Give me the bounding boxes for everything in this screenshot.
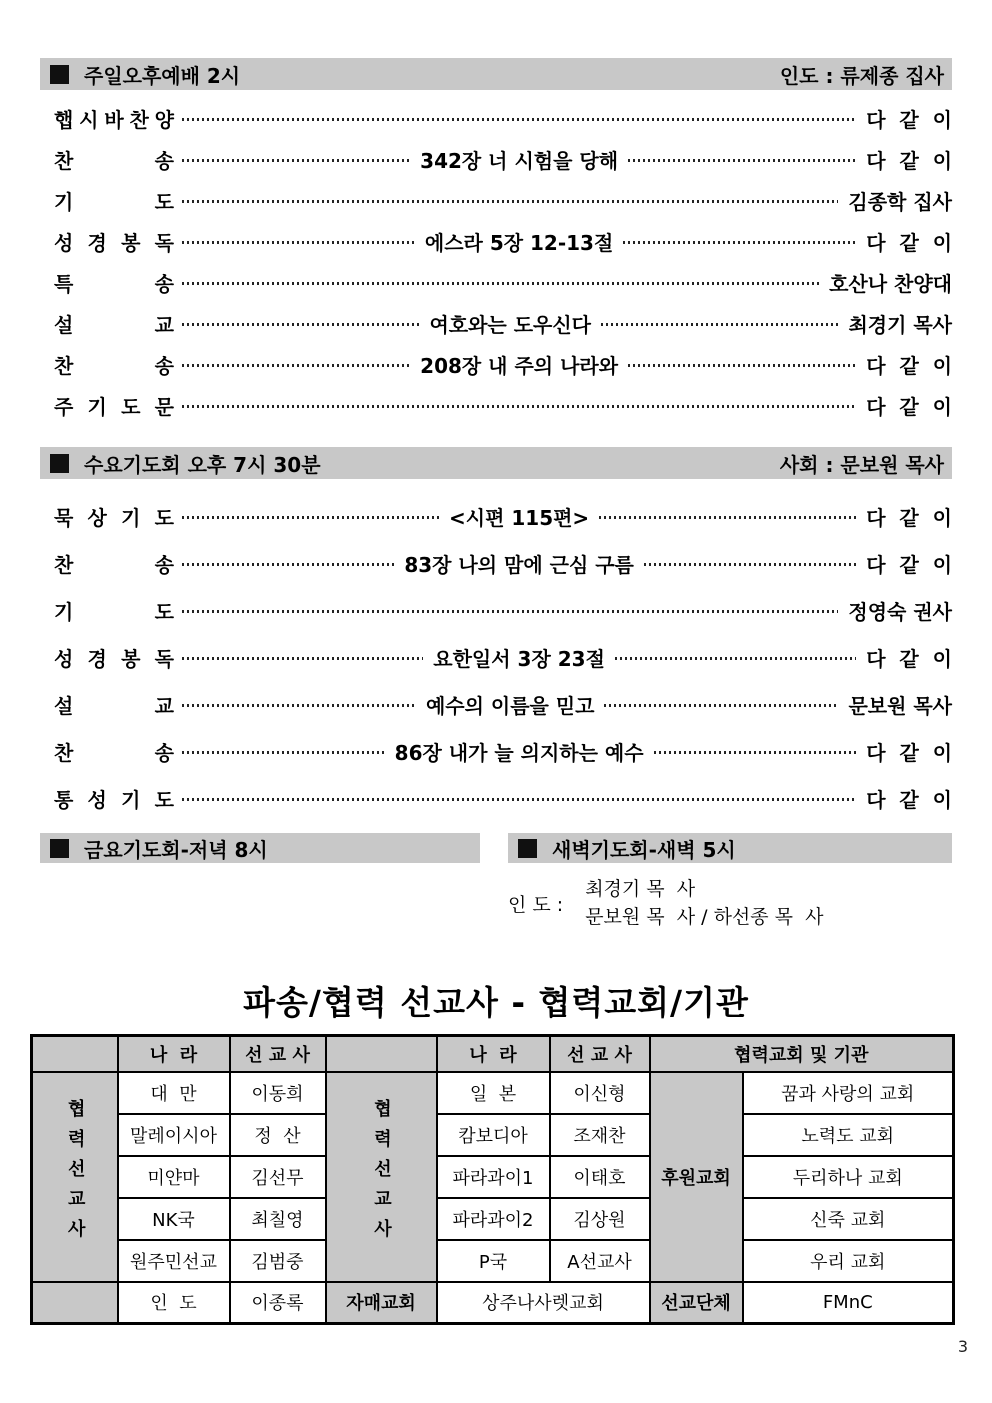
order-center: 여호와는 도우신다	[429, 312, 591, 337]
header-country-1: 나 라	[118, 1036, 230, 1072]
order-label: 설 교	[54, 693, 174, 718]
dawn-leader-label: 인 도 :	[508, 893, 564, 916]
dotted-leader	[604, 704, 838, 707]
order-right: 다 같 이	[866, 787, 952, 812]
order-row-hymn2	[40, 739, 952, 763]
dotted-leader	[623, 241, 856, 244]
missionary-cell: 정 산	[230, 1114, 326, 1156]
country-cell: 말레이시아	[118, 1114, 230, 1156]
dotted-leader	[182, 200, 838, 203]
order-right: 다 같 이	[866, 646, 952, 671]
group-cell-coop-missionary-mid	[326, 1072, 437, 1282]
missionary-cell: A선교사	[550, 1240, 650, 1282]
order-row-scripture	[40, 229, 952, 253]
black-square-icon	[50, 65, 69, 84]
country-cell: NK국	[118, 1198, 230, 1240]
dotted-leader	[182, 704, 416, 707]
country-cell: 원주민선교	[118, 1240, 230, 1282]
dotted-leader	[182, 159, 410, 162]
order-list-afternoon	[40, 106, 952, 417]
dotted-leader	[182, 751, 385, 754]
black-square-icon	[518, 839, 537, 858]
black-square-icon	[50, 839, 69, 858]
dawn-leader-lines	[585, 875, 823, 931]
order-label: 찬 송	[54, 353, 174, 378]
header-country-2: 나 라	[437, 1036, 550, 1072]
order-row-lords-prayer	[40, 393, 952, 417]
missionary-cell: 이신형	[550, 1072, 650, 1114]
dotted-leader	[628, 159, 856, 162]
order-row-prayer	[40, 188, 952, 212]
group-cell-coop-missionary-left	[32, 1072, 118, 1282]
black-square-icon	[50, 454, 69, 473]
table-row	[32, 1282, 954, 1324]
church-cell: 두리하나 교회	[743, 1156, 954, 1198]
section-title-group	[518, 834, 736, 863]
church-cell: 신죽 교회	[743, 1198, 954, 1240]
order-right: 정영숙 권사	[848, 599, 952, 624]
order-row-prayer	[40, 598, 952, 622]
order-row-scripture	[40, 645, 952, 669]
order-right: 다 같 이	[866, 394, 952, 419]
order-label: 설 교	[54, 312, 174, 337]
order-right: 문보원 목사	[848, 693, 953, 718]
dotted-leader	[182, 241, 415, 244]
header-empty-cell	[32, 1036, 118, 1072]
section-header-sunday-afternoon	[40, 58, 952, 90]
section-leader-text: 사회 : 문보원 목사	[779, 452, 944, 477]
church-cell: 꿈과 사랑의 교회	[743, 1072, 954, 1114]
dotted-leader	[182, 323, 419, 326]
vertical-group-label: 협력선교사	[64, 1099, 86, 1249]
country-cell: 인 도	[118, 1282, 230, 1324]
church-cell: 노력도 교회	[743, 1114, 954, 1156]
dawn-leader-line: 최경기 목 사	[585, 878, 696, 900]
dotted-leader	[182, 798, 856, 801]
country-cell: 일 본	[437, 1072, 550, 1114]
section-leader-text: 인도 : 류제종 집사	[779, 63, 944, 88]
table-row	[32, 1240, 954, 1282]
page-number: 3	[957, 1337, 968, 1356]
order-right: 최경기 목사	[848, 312, 953, 337]
order-right: 다 같 이	[866, 107, 952, 132]
missionary-cell: 이종록	[230, 1282, 326, 1324]
section-title: 수요기도회 오후 7시 30분	[84, 452, 321, 477]
order-row-hapsiba	[40, 106, 952, 130]
order-center: 86장 내가 늘 의지하는 예수	[394, 740, 644, 765]
mission-org-label-cell: 선교단체	[650, 1282, 743, 1324]
missionary-cell: 김범중	[230, 1240, 326, 1282]
dawn-leaders-block	[508, 875, 952, 931]
vertical-group-label: 협력선교사	[371, 1099, 392, 1249]
order-label: 특 송	[54, 271, 174, 296]
table-row	[32, 1114, 954, 1156]
order-right: 다 같 이	[866, 353, 953, 378]
order-row-sermon	[40, 692, 952, 716]
church-cell: 우리 교회	[743, 1240, 954, 1282]
order-label: 통 성 기 도	[54, 787, 174, 812]
order-label: 성 경 봉 독	[54, 646, 174, 671]
dotted-leader	[182, 657, 423, 660]
table-row	[32, 1198, 954, 1240]
dotted-leader	[182, 610, 838, 613]
order-right: 다 같 이	[866, 552, 953, 577]
order-label: 성 경 봉 독	[54, 230, 174, 255]
section-header-dawn	[508, 833, 952, 863]
table-row	[32, 1156, 954, 1198]
section-title: 주일오후예배 2시	[84, 63, 241, 88]
order-center: 208장 내 주의 나라와	[420, 353, 619, 378]
country-cell: P국	[437, 1240, 550, 1282]
order-right: 호산나 찬양대	[829, 271, 952, 296]
order-row-sermon	[40, 311, 952, 335]
dotted-leader	[601, 323, 838, 326]
dotted-leader	[182, 364, 410, 367]
order-label: 찬 송	[54, 552, 174, 577]
header-partner-orgs: 협력교회 및 기관	[650, 1036, 954, 1072]
order-row-hymn1	[40, 551, 952, 575]
dotted-leader	[182, 118, 856, 121]
order-right: 다 같 이	[866, 505, 952, 530]
order-row-special-song	[40, 270, 952, 294]
section-title-group	[50, 60, 240, 89]
group-cell-support-church: 후원교회	[650, 1072, 743, 1282]
order-center: 요한일서 3장 23절	[433, 646, 605, 671]
country-cell: 미얀마	[118, 1156, 230, 1198]
order-label: 기 도	[54, 189, 174, 214]
order-right: 다 같 이	[866, 230, 953, 255]
order-label: 찬 송	[54, 740, 174, 765]
order-row-united-prayer	[40, 786, 952, 810]
order-label: 묵 상 기 도	[54, 505, 174, 530]
order-center: 에스라 5장 12-13절	[424, 230, 614, 255]
order-right: 다 같 이	[866, 740, 953, 765]
order-list-wednesday	[40, 504, 952, 810]
order-label: 찬 송	[54, 148, 174, 173]
header-missionary-2: 선 교 사	[550, 1036, 650, 1072]
section-title: 새벽기도회-새벽 5시	[552, 837, 736, 862]
section-title-group	[50, 834, 268, 863]
order-row-hymn1	[40, 147, 952, 171]
dotted-leader	[628, 364, 856, 367]
section-header-friday	[40, 833, 480, 863]
mission-org-value-cell: FMnC	[743, 1282, 954, 1324]
country-cell: 캄보디아	[437, 1114, 550, 1156]
missionary-cell: 이태호	[550, 1156, 650, 1198]
missionary-cell: 최칠영	[230, 1198, 326, 1240]
header-missionary-1: 선 교 사	[230, 1036, 326, 1072]
order-center: 342장 너 시험을 당해	[420, 148, 619, 173]
order-label: 햅 시 바 찬 양	[54, 107, 174, 132]
sister-church-value-cell: 상주나사렛교회	[437, 1282, 650, 1324]
table-header-row	[32, 1036, 954, 1072]
order-row-meditation	[40, 504, 952, 528]
bar-gap	[480, 833, 508, 863]
order-right: 김종학 집사	[848, 189, 952, 214]
dotted-leader	[182, 563, 394, 566]
dotted-leader	[599, 516, 856, 519]
empty-gray-cell	[32, 1282, 118, 1324]
dotted-leader	[182, 516, 439, 519]
section-title: 금요기도회-저녁 8시	[84, 837, 268, 862]
country-cell: 파라과이2	[437, 1198, 550, 1240]
header-empty-cell	[326, 1036, 437, 1072]
section-header-wednesday	[40, 447, 952, 479]
order-right: 다 같 이	[866, 148, 953, 173]
order-center: <시편 115편>	[449, 505, 590, 530]
twin-section-headers	[40, 833, 952, 863]
order-center: 예수의 이름을 믿고	[425, 693, 595, 718]
dotted-leader	[654, 751, 857, 754]
country-cell: 파라과이1	[437, 1156, 550, 1198]
order-center: 83장 나의 맘에 근심 구름	[404, 552, 634, 577]
table-row	[32, 1072, 954, 1114]
sister-church-label-cell: 자매교회	[326, 1282, 437, 1324]
country-cell: 대 만	[118, 1072, 230, 1114]
missionary-cell: 김선무	[230, 1156, 326, 1198]
section-title-group	[50, 449, 321, 478]
order-label: 주 기 도 문	[54, 394, 174, 419]
dotted-leader	[182, 282, 819, 285]
dawn-leader-line: 문보원 목 사 / 하선종 목 사	[585, 906, 824, 928]
order-row-hymn2	[40, 352, 952, 376]
dotted-leader	[182, 405, 856, 408]
missionary-cell: 김상원	[550, 1198, 650, 1240]
dotted-leader	[615, 657, 856, 660]
mission-section-title: 파송/협력 선교사 - 협력교회/기관	[243, 983, 749, 1022]
missionary-cell: 조재찬	[550, 1114, 650, 1156]
order-label: 기 도	[54, 599, 174, 624]
dotted-leader	[644, 563, 856, 566]
missionary-cell: 이동희	[230, 1072, 326, 1114]
mission-table	[30, 1034, 955, 1325]
